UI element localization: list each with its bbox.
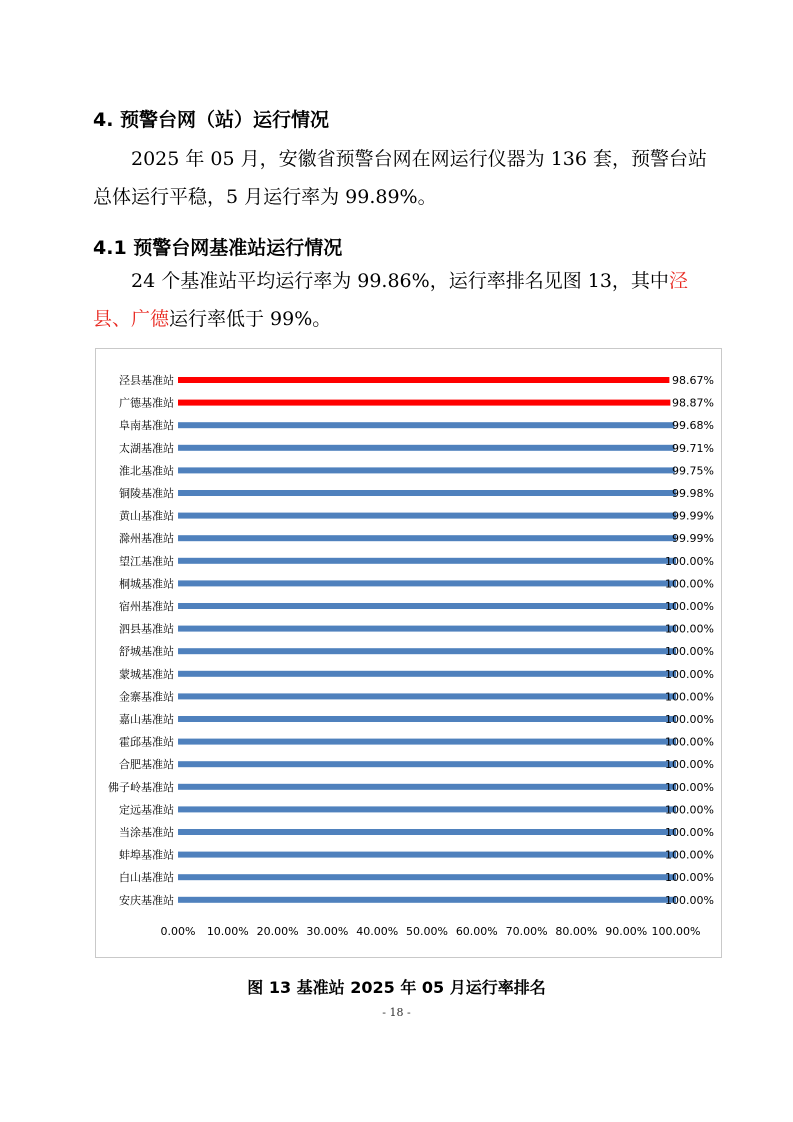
bar <box>178 490 676 496</box>
x-tick-label: 100.00% <box>651 925 701 938</box>
bar <box>178 626 676 632</box>
category-label: 佛子岭基准站 <box>108 780 174 794</box>
data-label: 100.00% <box>665 577 714 591</box>
data-label: 100.00% <box>665 600 714 613</box>
data-label: 100.00% <box>665 758 714 772</box>
category-label: 广德基准站 <box>119 396 174 410</box>
section-paragraph: 2025 年 05 月，安徽省预警台网在网运行仪器为 136 套，预警台站总体运行平稳，5 月运行率为 99.89%。 <box>93 148 707 208</box>
paragraph-prefix: 24 个基准站平均运行率为 99.86%，运行率排名见图 13，其中 <box>131 270 669 292</box>
x-tick-label: 70.00% <box>505 925 548 938</box>
x-tick-label: 80.00% <box>555 925 598 938</box>
bar <box>178 467 675 473</box>
x-tick-label: 40.00% <box>356 925 399 938</box>
data-label: 98.87% <box>672 396 714 410</box>
category-label: 当涂基准站 <box>119 826 174 839</box>
bar <box>178 603 676 609</box>
bar <box>178 784 676 790</box>
bar <box>178 761 676 767</box>
data-label: 99.75% <box>672 464 714 478</box>
x-tick-label: 30.00% <box>306 925 349 938</box>
category-label: 蒙城基准站 <box>119 667 174 681</box>
bar <box>178 513 676 519</box>
page-number: - 18 - <box>382 1006 411 1019</box>
bar <box>178 445 675 451</box>
data-label: 100.00% <box>665 667 714 681</box>
bar <box>178 874 676 880</box>
category-label: 霍邱基准站 <box>119 735 174 749</box>
data-label: 100.00% <box>665 826 714 839</box>
data-label: 100.00% <box>665 848 714 862</box>
section-heading: 4. 预警台网（站）运行情况 <box>93 109 330 131</box>
paragraph-highlight: 泾县、广德 <box>93 270 688 330</box>
bar <box>178 806 676 812</box>
data-label: 100.00% <box>665 893 714 907</box>
bar <box>178 648 676 654</box>
category-label: 铜陵基准站 <box>119 487 174 500</box>
data-label: 100.00% <box>665 690 714 704</box>
figure-caption: 图 13 基准站 2025 年 05 月运行率排名 <box>247 978 546 997</box>
data-label: 99.68% <box>672 419 714 433</box>
paragraph-suffix: 运行率低于 99%。 <box>169 308 332 330</box>
x-tick-label: 10.00% <box>206 925 249 938</box>
category-label: 白山基准站 <box>119 871 174 885</box>
x-tick-label: 50.00% <box>406 925 448 938</box>
bar <box>178 422 674 428</box>
x-tick-label: 90.00% <box>605 925 648 938</box>
x-tick-label: 60.00% <box>455 925 498 938</box>
x-tick-label: 0.00% <box>160 925 196 938</box>
bar <box>178 400 670 406</box>
category-label: 桐城基准站 <box>119 577 174 591</box>
data-label: 99.71% <box>672 441 714 455</box>
data-label: 99.99% <box>672 532 714 546</box>
data-label: 100.00% <box>665 735 714 749</box>
bar <box>178 829 676 835</box>
bar <box>178 580 676 586</box>
category-label: 安庆基准站 <box>119 893 174 907</box>
data-label: 99.99% <box>672 509 714 523</box>
category-label: 望江基准站 <box>119 554 174 568</box>
bar <box>178 897 676 903</box>
chart-container <box>95 348 722 958</box>
category-label: 嘉山基准站 <box>119 713 174 726</box>
category-label: 太湖基准站 <box>119 441 174 455</box>
ranking-bar-chart <box>96 349 721 957</box>
bar <box>178 671 676 677</box>
data-label: 100.00% <box>665 803 714 817</box>
bar <box>178 716 676 722</box>
category-label: 泾县基准站 <box>119 374 174 387</box>
bar <box>178 739 676 745</box>
category-label: 金寨基准站 <box>119 690 174 704</box>
data-label: 100.00% <box>665 645 714 659</box>
category-label: 黄山基准站 <box>119 509 174 523</box>
bar <box>178 377 669 383</box>
data-label: 100.00% <box>665 780 714 794</box>
data-label: 100.00% <box>665 871 714 885</box>
category-label: 阜南基准站 <box>119 419 174 433</box>
category-label: 宿州基准站 <box>119 600 174 613</box>
category-label: 泗县基准站 <box>119 622 174 636</box>
bar <box>178 852 676 858</box>
data-label: 100.00% <box>665 622 714 636</box>
category-label: 定远基准站 <box>119 803 174 817</box>
data-label: 99.98% <box>672 487 714 500</box>
data-label: 100.00% <box>665 554 714 568</box>
x-tick-label: 20.00% <box>256 925 299 938</box>
category-label: 舒城基准站 <box>119 645 174 659</box>
subsection-heading: 4.1 预警台网基准站运行情况 <box>93 237 343 259</box>
category-label: 合肥基准站 <box>119 758 174 772</box>
category-label: 淮北基准站 <box>119 464 174 478</box>
data-label: 100.00% <box>665 713 714 726</box>
bar <box>178 535 676 541</box>
bar <box>178 558 676 564</box>
subsection-paragraph <box>93 262 713 338</box>
data-label: 98.67% <box>672 374 714 387</box>
category-label: 滁州基准站 <box>119 532 174 546</box>
category-label: 蚌埠基准站 <box>119 848 174 862</box>
bar <box>178 693 676 699</box>
